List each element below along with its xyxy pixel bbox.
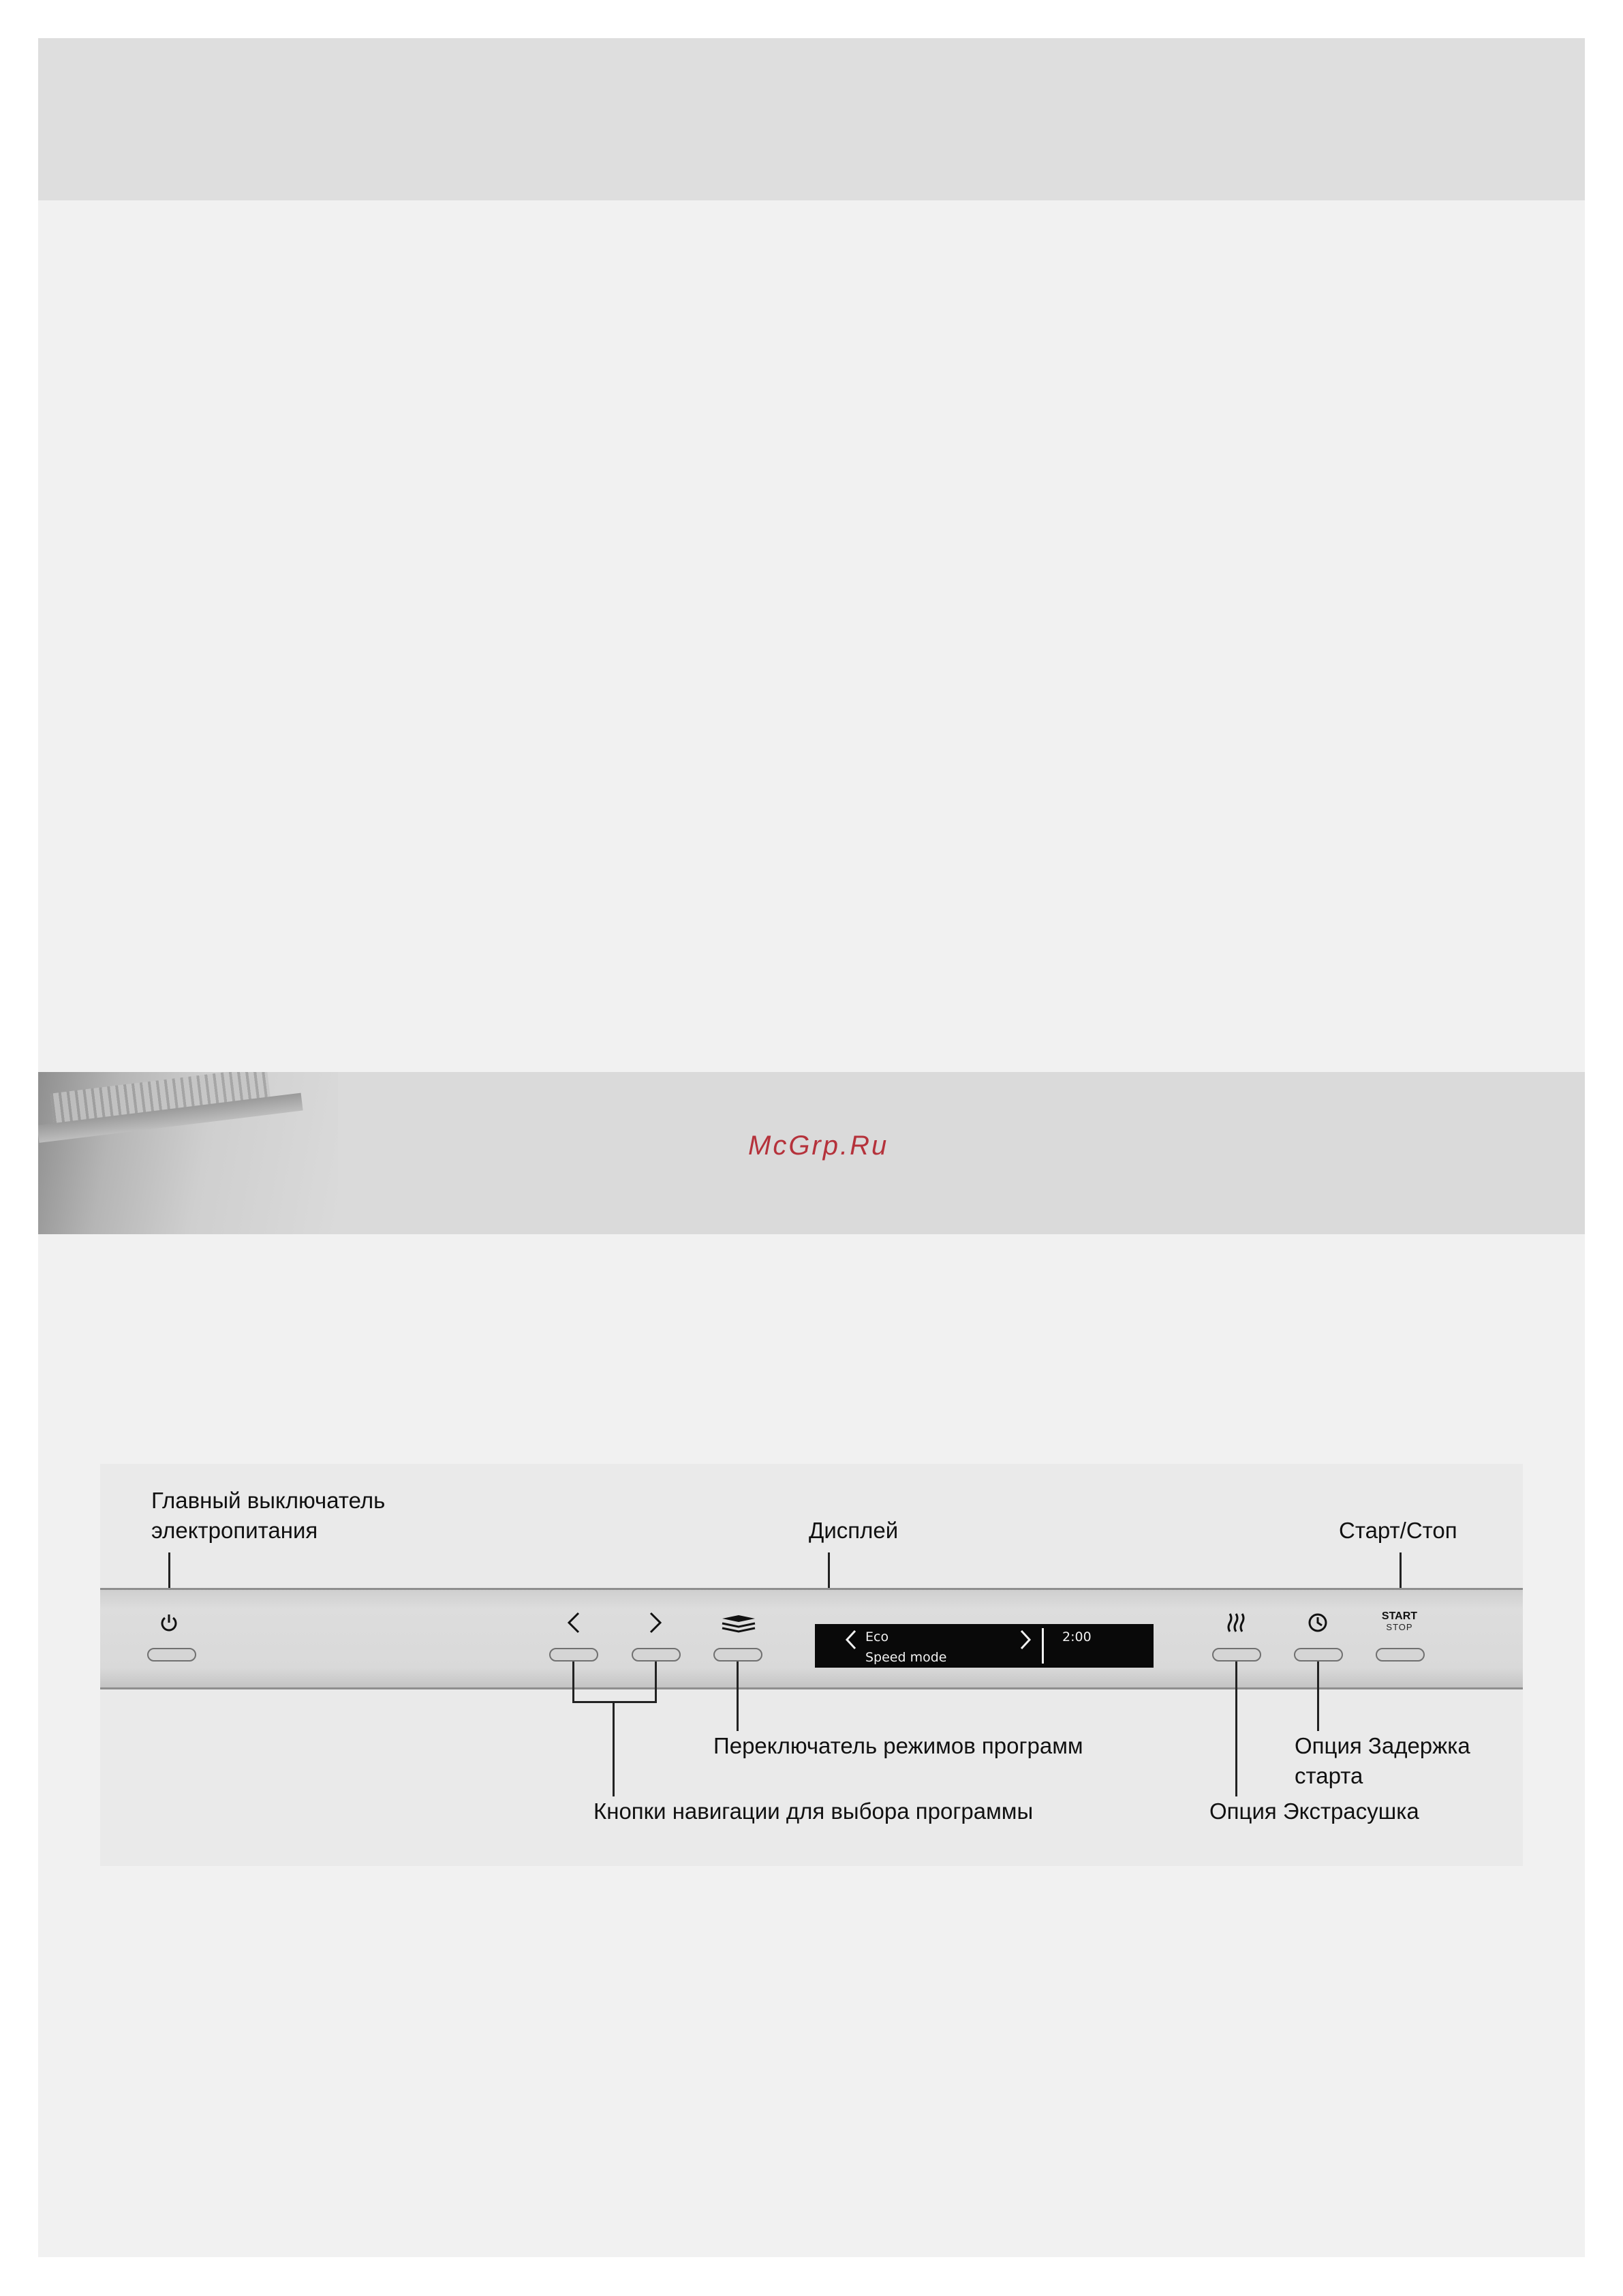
- label-navigation: Кнопки навигации для выбора программы: [593, 1798, 1034, 1824]
- label-extra-dry: Опция Экстрасушка: [1209, 1798, 1419, 1824]
- display-chevron-left-icon: [845, 1629, 857, 1650]
- chevron-left-icon: [566, 1611, 581, 1634]
- power-icon: [159, 1612, 179, 1634]
- label-start-stop: Старт/Стоп: [1339, 1518, 1457, 1543]
- nav-right-button[interactable]: [632, 1648, 681, 1662]
- panel-display: [815, 1624, 1154, 1668]
- heat-waves-icon: [1226, 1612, 1246, 1633]
- display-time: 2:00: [1062, 1629, 1092, 1644]
- display-program: Eco: [865, 1629, 889, 1644]
- leader-extra-dry: [1235, 1662, 1237, 1796]
- extra-dry-button[interactable]: [1212, 1648, 1261, 1662]
- layers-icon: [720, 1614, 757, 1633]
- display-mode: Speed mode: [865, 1650, 947, 1665]
- mode-switch-button[interactable]: [713, 1648, 762, 1662]
- label-mode-switch: Переключатель режимов программ: [713, 1733, 1083, 1758]
- display-chevron-right-icon: [1019, 1629, 1032, 1650]
- display-divider: [1042, 1628, 1044, 1664]
- leader-delay: [1317, 1662, 1319, 1731]
- header-band: [38, 38, 1585, 200]
- control-strip: [100, 1588, 1523, 1689]
- leader-navigation: [613, 1701, 615, 1796]
- dishwasher-photo: [38, 1072, 338, 1234]
- clock-icon: [1308, 1612, 1328, 1633]
- leader-mode-switch: [737, 1662, 739, 1731]
- leader-nav-left: [572, 1662, 574, 1702]
- watermark: McGrp.Ru: [748, 1131, 889, 1161]
- chevron-right-icon: [648, 1611, 663, 1634]
- label-main-switch: Главный выключатель электропитания: [151, 1488, 386, 1543]
- start-stop-legend: START STOP: [1381, 1610, 1418, 1632]
- leader-nav-right: [655, 1662, 657, 1702]
- delay-start-button[interactable]: [1294, 1648, 1343, 1662]
- leader-nav-bracket: [572, 1701, 657, 1703]
- label-display: Дисплей: [809, 1518, 899, 1543]
- label-delay-start: Опция Задержка старта: [1295, 1733, 1470, 1788]
- power-button[interactable]: [147, 1648, 196, 1662]
- start-stop-button[interactable]: [1376, 1648, 1425, 1662]
- nav-left-button[interactable]: [549, 1648, 598, 1662]
